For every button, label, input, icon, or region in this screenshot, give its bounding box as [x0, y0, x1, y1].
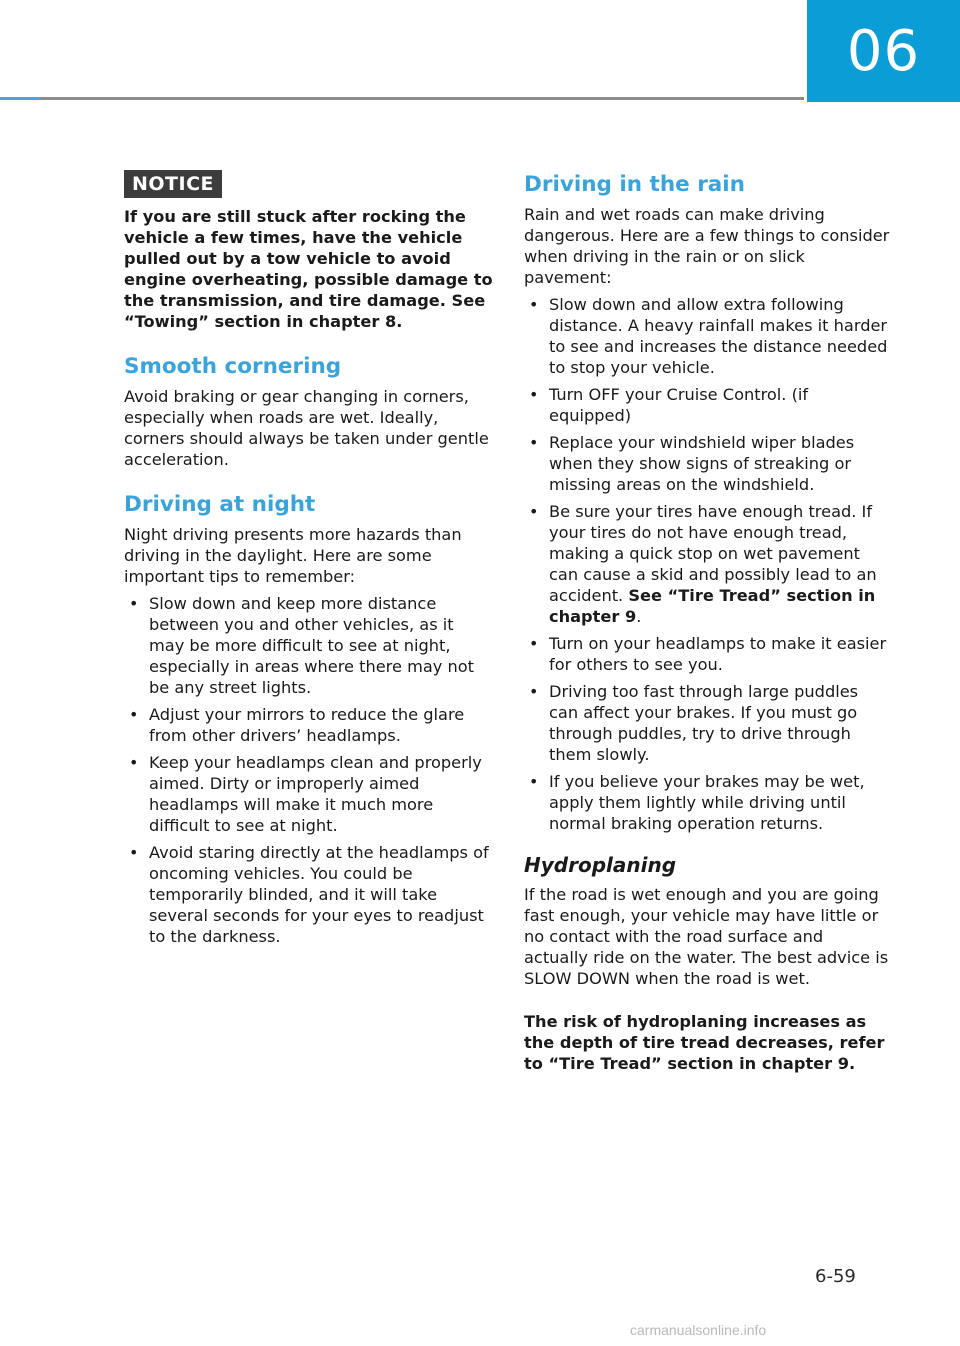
- bullet-icon: •: [529, 502, 539, 521]
- section-smooth-cornering: [124, 354, 494, 470]
- list-item: • Slow down and keep more distance between you and other vehicles, as it may be more difficult to see at night, especially in areas where there may not be any street lights.: [129, 594, 474, 697]
- tire-tread-reference: See “Tire Tread” section in chapter 9: [549, 586, 876, 626]
- page-number: 6-59: [815, 1266, 856, 1287]
- list-item: • If you believe your brakes may be wet, apply them lightly while driving until normal braking operation returns.: [529, 772, 865, 833]
- hydroplaning-body: If the road is wet enough and you are going fast enough, your vehicle may have little or no contact with the road surface and actually ride on the water. The best advice is SLOW DOWN when the road is wet.: [524, 885, 889, 988]
- list-item: • Keep your headlamps clean and properly aimed. Dirty or improperly aimed headlamps will make it much more difficult to see at night.: [129, 753, 482, 835]
- left-column: [124, 170, 494, 953]
- rain-tips-list: [524, 294, 890, 834]
- bullet-icon: •: [529, 772, 539, 791]
- right-column: [524, 172, 890, 1074]
- bullet-icon: •: [129, 705, 139, 724]
- watermark: carmanualsonline.info: [630, 1322, 767, 1338]
- section-title-smooth-cornering: Smooth cornering: [124, 354, 342, 379]
- section-hydroplaning: [524, 852, 890, 1074]
- bullet-icon: •: [529, 634, 539, 653]
- notice-badge: NOTICE: [124, 170, 222, 198]
- section-driving-at-night: [124, 492, 494, 947]
- bullet-icon: •: [529, 433, 539, 452]
- bullet-icon: •: [529, 682, 539, 701]
- list-item: • Slow down and allow extra following distance. A heavy rainfall makes it harder to see and increases the distance needed to stop your vehicle.: [529, 295, 888, 377]
- section-title-driving-at-night: Driving at night: [124, 492, 316, 517]
- bullet-icon: •: [529, 295, 539, 314]
- notice-box: [124, 170, 494, 332]
- header-rule-accent: [0, 97, 40, 100]
- hydroplaning-warning: The risk of hydroplaning increases as the depth of tire tread decreases, refer to “Tire Tread” section in chapter 9.: [524, 1012, 885, 1073]
- list-item: • Be sure your tires have enough tread. If your tires do not have enough tread, making a quick stop on wet pavement can cause a skid and possibly lead to an accident. See “Tire Tread” section in chapter 9.: [529, 502, 877, 626]
- section-title-driving-in-rain: Driving in the rain: [524, 172, 745, 197]
- smooth-cornering-body: Avoid braking or gear changing in corners, especially when roads are wet. Ideally, corners should always be taken under gentle acceleration.: [124, 387, 489, 469]
- list-item: • Replace your windshield wiper blades when they show signs of streaking or missing areas on the windshield.: [529, 433, 855, 494]
- list-item: • Driving too fast through large puddles can affect your brakes. If you must go through puddles, try to drive through them slowly.: [529, 682, 859, 764]
- list-item: • Avoid staring directly at the headlamps of oncoming vehicles. You could be temporarily blinded, and it will take several seconds for your eyes to readjust to the darkness.: [129, 843, 489, 946]
- list-item: • Turn OFF your Cruise Control. (if equipped): [529, 385, 809, 425]
- header-rule: [0, 97, 804, 100]
- list-item: • Turn on your headlamps to make it easier for others to see you.: [529, 634, 887, 674]
- rain-intro: Rain and wet roads can make driving dangerous. Here are a few things to consider when driving in the rain or on slick pavement:: [524, 205, 890, 287]
- bullet-icon: •: [129, 843, 139, 862]
- notice-text: If you are still stuck after rocking the vehicle a few times, have the vehicle pulled out by a tow vehicle to avoid engine overheating, possible damage to the transmission, and tire damage. See “Towing” section in chapter 8.: [124, 207, 493, 331]
- chapter-number: 06: [846, 18, 921, 84]
- bullet-icon: •: [129, 594, 139, 613]
- bullet-icon: •: [129, 753, 139, 772]
- list-item: • Adjust your mirrors to reduce the glare from other drivers’ headlamps.: [129, 705, 465, 745]
- night-intro: Night driving presents more hazards than driving in the daylight. Here are some important tips to remember:: [124, 525, 462, 586]
- bullet-icon: •: [529, 385, 539, 404]
- section-title-hydroplaning: Hydroplaning: [524, 853, 677, 877]
- chapter-tab: [807, 0, 960, 102]
- section-driving-in-rain: [524, 172, 890, 834]
- night-tips-list: [124, 593, 494, 947]
